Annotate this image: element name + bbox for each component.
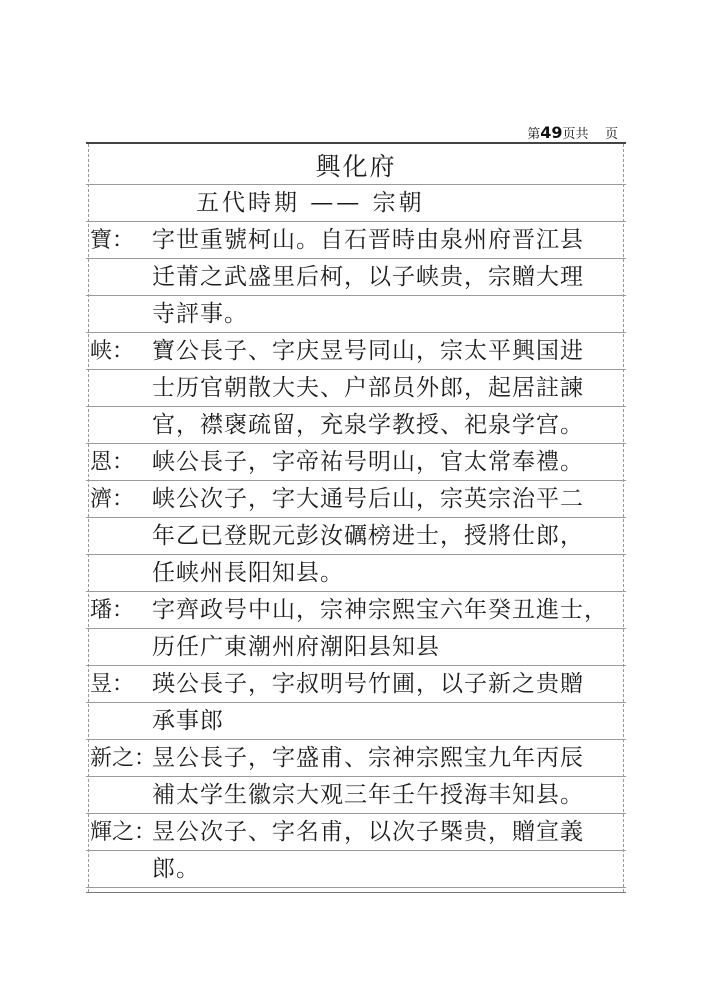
entry-text: 昱公次子、字名甫，以次子槩贵，贈宣義 [152,819,584,845]
entry-line [86,333,626,370]
entry-line [86,222,626,259]
entry-line [86,703,626,740]
entry-name: 寶： [90,228,135,253]
entry-line [86,259,626,296]
entry-line [86,296,626,333]
entry-name: 峡： [90,339,135,364]
entry-text: 峡公次子，字大通号后山，宗英宗治平二 [152,486,584,512]
entry-text: 承事郎 [152,708,224,734]
entry-text: 字齊政号中山，宗神宗熙宝六年癸丑進士， [152,597,608,623]
ruled-manuscript-sheet [86,142,626,893]
entry-line [86,666,626,703]
entry-line [86,481,626,518]
entry-text: 峡公長子，字帝祐号明山，官太常奉禮。 [152,449,584,475]
entry-name: 新之： [90,746,157,771]
entry-line [86,370,626,407]
entry-name: 濟： [90,487,135,512]
entry-text: 補太学生徽宗大观三年壬午授海丰知县。 [152,782,584,808]
entry-text: 历任广東潮州府潮阳县知县 [152,634,440,660]
entry-line [86,407,626,444]
document-title: 興化府 [315,152,397,181]
entry-text: 昱公長子，字盛甫、宗神宗熙宝九年丙辰 [152,745,584,771]
entry-line [86,814,626,851]
entry-line [86,518,626,555]
entry-text: 士历官朝散大夫、户部员外郎，起居註諫 [152,375,584,401]
entry-text: 郎。 [152,856,200,882]
entry-text: 寶公長子、字庆昱号同山，宗太平興国进 [152,338,584,364]
entry-line [86,629,626,666]
entry-text: 寺評事。 [152,301,248,327]
document-subtitle: 五代時期 —— 宗朝 [196,190,425,216]
page-number-header [527,123,618,142]
page-number: 49 [540,123,563,142]
entry-name: 昱： [90,672,135,697]
entry-name: 恩： [90,450,135,475]
entry-text: 官，襟襃疏留，充泉学教授、祀泉学宫。 [152,412,584,438]
entry-text: 瑛公長子，字叔明号竹圃，以子新之贵贈 [152,671,584,697]
entry-text: 迁莆之武盛里后柯，以子峡贵，宗贈大理 [152,264,584,290]
entry-line [86,592,626,629]
entry-line [86,851,626,888]
entry-line [86,777,626,814]
page-label-suffix: 页共 页 [562,127,618,142]
entry-text: 年乙已登貺元彭汝礪榜进士，授將仕郎， [152,523,584,549]
entry-name: 輝之： [90,820,157,845]
entry-text: 字世重號柯山。自石晋時由泉州府晋江县 [152,227,584,253]
entry-line [86,740,626,777]
entry-text: 任峡州長阳知县。 [152,560,344,586]
entry-name: 璠： [90,598,135,623]
entry-line [86,555,626,592]
page-label-prefix: 第 [527,127,541,142]
entry-line [86,444,626,481]
